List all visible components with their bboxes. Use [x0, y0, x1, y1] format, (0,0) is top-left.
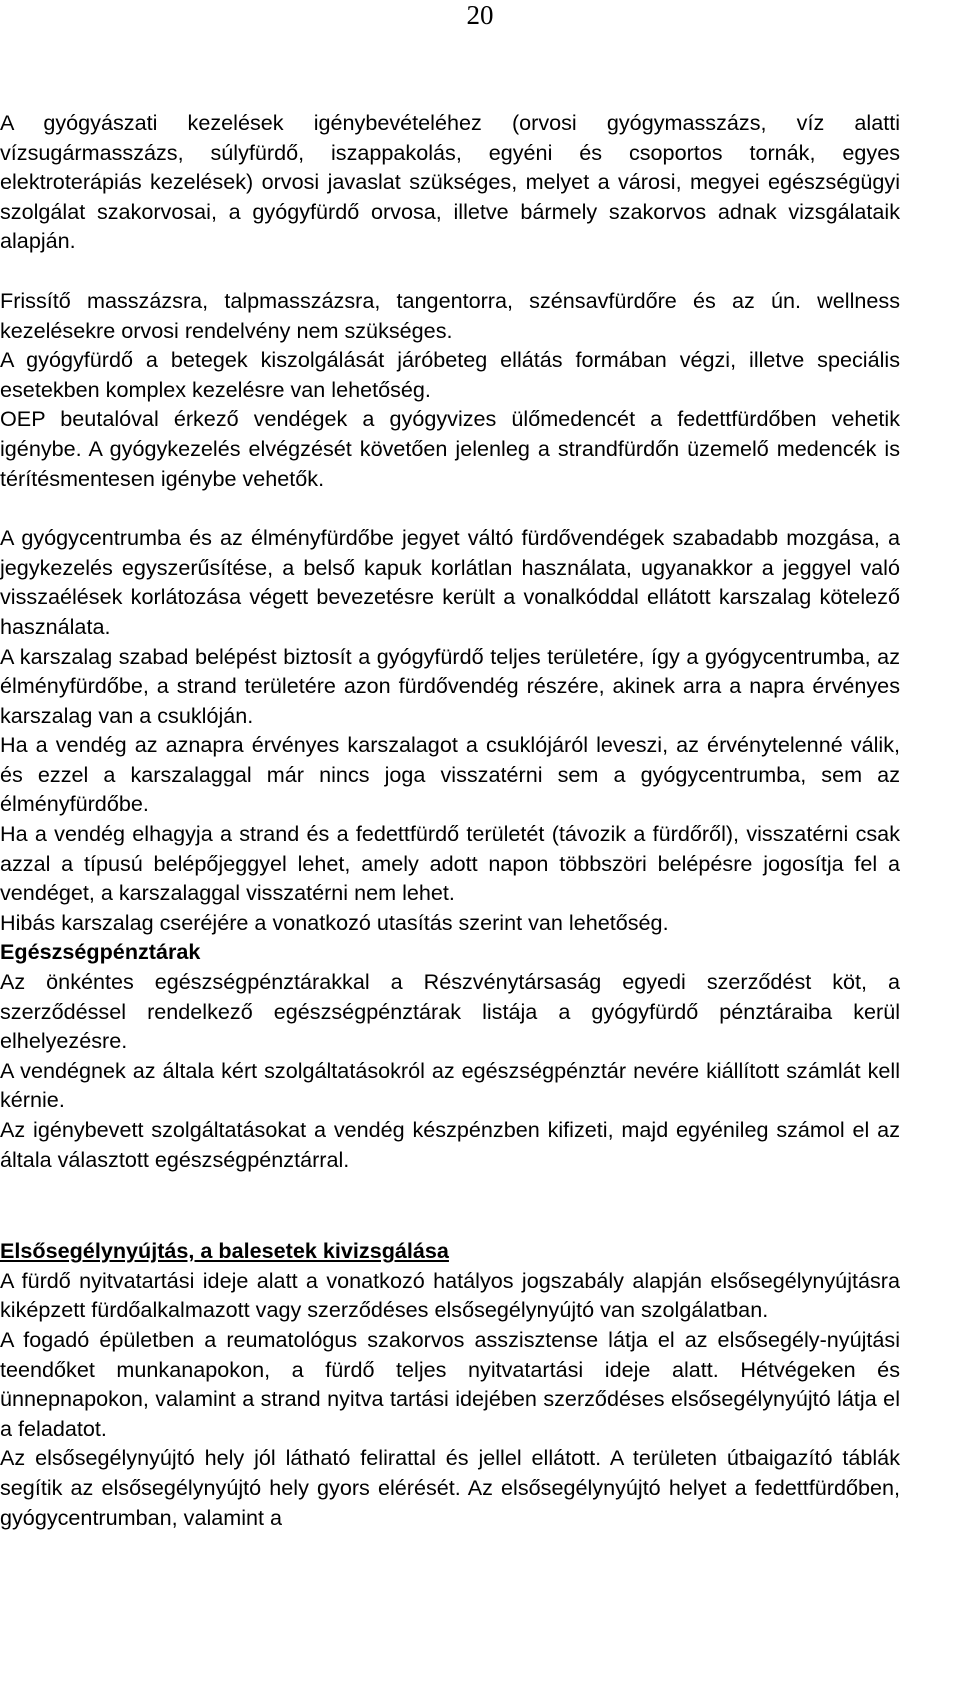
paragraph-faulty-wristband: Hibás karszalag cseréjére a vonatkozó utasítás szerint van lehetőség.	[0, 909, 669, 935]
paragraph-wristband-removal: Ha a vendég az aznapra érvényes karszalagot a csuklójáról leveszi, az érvénytelenné válik, és ezzel a karszalaggal már nincs joga visszatérni sem a gyógycentrumba, sem az élményfürdőbe.	[0, 732, 900, 817]
page-number: 20	[466, 0, 494, 30]
paragraph-invoice: A vendégnek az általa kért szolgáltatásokról az egészségpénztár nevére kiállított számlát kell kérnie.	[0, 1057, 900, 1113]
paragraph-oep-referral: OEP beutalóval érkező vendégek a gyógyvizes ülőmedencét a fedettfürdőben vehetik igénybe. A gyógykezelés elvégzését követően jelenleg a strandfürdőn üzemelő medencék is térítésmentesen igénybe vehetők.	[0, 406, 900, 491]
paragraph-first-aid-location: Az elsősegélynyújtó hely jól látható felirattal és jellel ellátott. A területen útbaigazító táblák segítik az elsősegélynyújtó hely gyors elérését. Az elsősegélynyújtó helyet a fedettfürdőben, gyógycentrumban, valamint a	[0, 1445, 900, 1530]
paragraph-first-aid-building: A fogadó épületben a reumatológus szakorvos asszisztense látja el az elsősegély-nyújtási teendőket munkanapokon, a fürdő teljes nyitvatartási ideje alatt. Hétvégeken és ünnepnapokon, valamint a strand nyitva tartási idejében szerződéses elsősegélynyújtó látja el a feladatot.	[0, 1326, 900, 1441]
paragraph-wristband-intro: A gyógycentrumba és az élményfürdőbe jegyet váltó fürdővendégek szabadabb mozgása, a jegykezelés egyszerűsítése, a belső kapuk korlátlan használata, ugyanakkor a jeggyel való visszaélések korlátozása végett bevezetésre került a vonalkóddal ellátott karszalag kötelező használata.	[0, 525, 900, 639]
paragraph-outpatient: A gyógyfürdő a betegek kiszolgálását járóbeteg ellátás formában végzi, illetve speciális esetekben komplex kezelésre van lehetőség.	[0, 347, 900, 402]
heading-health-funds: Egészségpénztárak	[0, 939, 201, 965]
heading-first-aid: Elsősegélynyújtás, a balesetek kivizsgálása	[0, 1238, 449, 1264]
paragraph-health-fund-contracts: Az önkéntes egészségpénztárakkal a Részvénytársaság egyedi szerződést köt, a szerződéssel rendelkező egészségpénztárak listája a gyógyfürdő pénztáraiba kerül elhelyezésre.	[0, 969, 900, 1054]
paragraph-cash-payment: Az igénybevett szolgáltatásokat a vendég készpénzben kifizeti, majd egyénileg számol el az általa választott egészségpénztárral.	[0, 1117, 900, 1172]
paragraph-leaving-premises: Ha a vendég elhagyja a strand és a fedettfürdő területét (távozik a fürdőről), visszatérni csak azzal a típusú belépőjeggyel lehet, amely adott napon többszöri belépésre jogosítja fel a vendéget, a karszalaggal visszatérni nem lehet.	[0, 821, 900, 906]
paragraph-wristband-access: A karszalag szabad belépést biztosít a gyógyfürdő teljes területére, így a gyógycentrumba, az élményfürdőbe, a strand területére azon fürdővendég részére, akinek arra a napra érvényes karszalag van a csuklóján.	[0, 643, 900, 728]
document-body	[0, 108, 900, 1532]
paragraph-medical-prescription: A gyógyászati kezelések igénybevételéhez (orvosi gyógymasszázs, víz alatti vízsugármasszázs, súlyfürdő, iszappakolás, egyéni és csoportos tornák, egyes elektroterápiás kezelések) orvosi javaslat szükséges, melyet a városi, megyei egészségügyi szolgálat szakorvosai, a gyógyfürdő orvosa, illetve bármely szakorvos adnak vizsgálataik alapján.	[0, 110, 900, 254]
paragraph-first-aid-staff: A fürdő nyitvatartási ideje alatt a vonatkozó hatályos jogszabály alapján elsősegélynyújtásra kiképzett fürdőalkalmazott vagy szerződéses elsősegélynyújtó van szolgálatban.	[0, 1267, 900, 1323]
paragraph-wellness: Frissítő masszázsra, talpmasszázsra, tangentorra, szénsavfürdőre és az ún. wellness kezelésekre orvosi rendelvény nem szükséges.	[0, 287, 900, 343]
